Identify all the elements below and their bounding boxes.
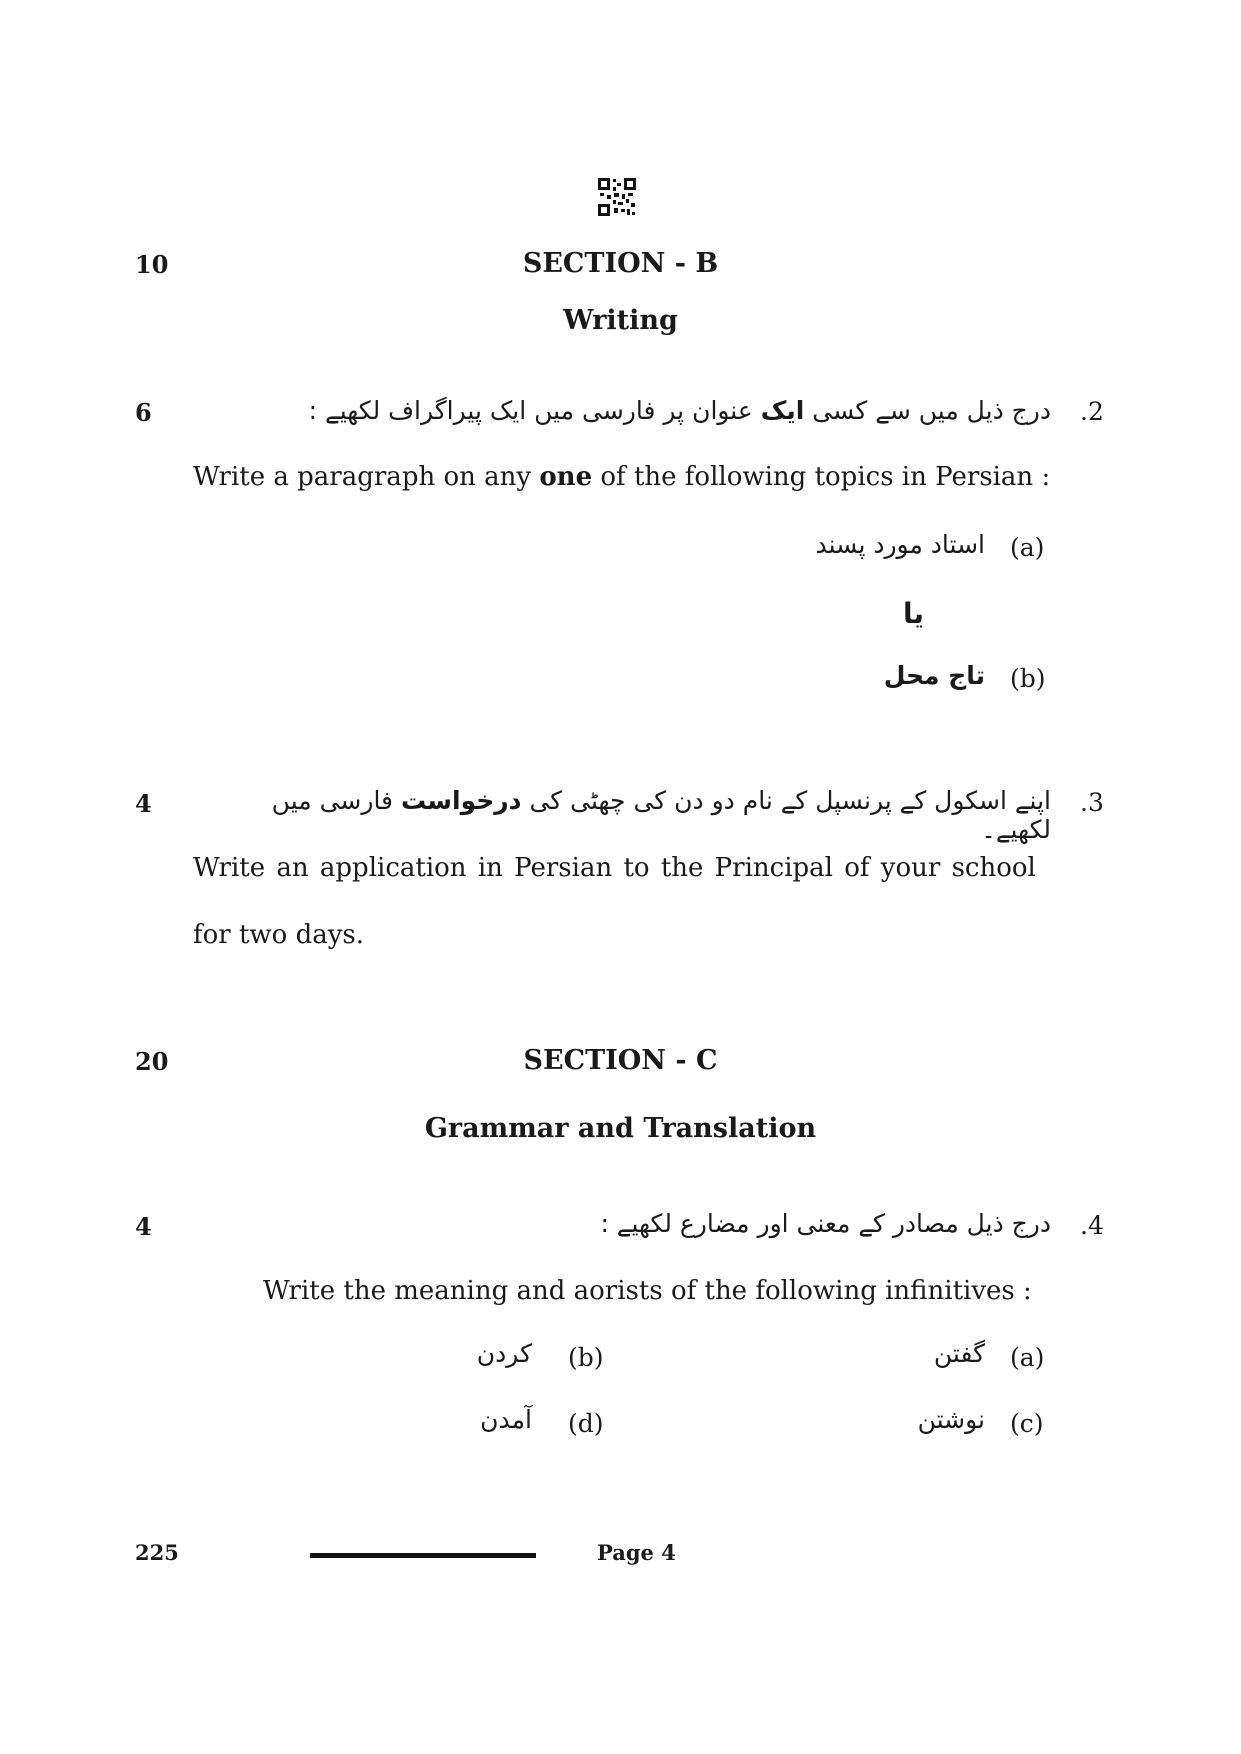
footer-code: 225 <box>135 1540 179 1565</box>
q4-option-b-label: (b) <box>568 1343 604 1372</box>
q4-number: .4 <box>1080 1211 1104 1240</box>
section-b-title: SECTION - B <box>522 248 719 279</box>
q4-option-b-text: کردن <box>476 1339 532 1368</box>
q4-option-a-text: گفتن <box>933 1339 985 1368</box>
q2-urdu-bold: ایک <box>760 396 805 425</box>
q3-urdu-bold: درخواست <box>400 786 522 815</box>
q4-urdu-instruction: درج ذیل مصادر کے معنی اور مضارع لکھیے : <box>600 1209 1051 1238</box>
q4-option-c-label: (c) <box>1010 1409 1044 1438</box>
q2-option-b-text: تاج محل <box>883 661 985 690</box>
q4-marks: 4 <box>135 1212 152 1241</box>
q2-english-bold: one <box>539 462 593 492</box>
footer-divider <box>310 1553 536 1558</box>
footer-page: Page 4 <box>597 1540 676 1565</box>
q2-english-part1: Write a paragraph on any <box>193 462 532 492</box>
q2-english-instruction <box>193 462 1050 492</box>
q3-urdu-part2: فارسی میں لکھیے۔ <box>271 786 1051 844</box>
q2-marks: 6 <box>135 398 152 427</box>
q3-urdu-instruction <box>251 786 1051 844</box>
q4-option-a-label: (a) <box>1010 1343 1045 1372</box>
q3-number: .3 <box>1080 788 1104 817</box>
section-b-subtitle: Writing <box>563 305 678 336</box>
section-c-marks: 20 <box>135 1047 169 1076</box>
q3-english-line1: Write an application in Persian to the Principal of your school <box>193 853 1036 883</box>
section-b-marks: 10 <box>135 250 169 279</box>
q3-marks: 4 <box>135 789 152 818</box>
q2-urdu-part2: عنوان پر فارسی میں ایک پیراگراف لکھیے : <box>308 396 753 425</box>
q2-number: .2 <box>1080 397 1104 426</box>
q2-option-a-label: (a) <box>1010 533 1045 562</box>
q2-english-part2: of the following topics in Persian : <box>600 462 1051 492</box>
section-c-subtitle: Grammar and Translation <box>424 1113 817 1144</box>
q4-option-d-text: آمدن <box>480 1405 532 1434</box>
q4-english-instruction: Write the meaning and aorists of the following infinitives : <box>263 1276 1032 1306</box>
q3-english-line2: for two days. <box>193 920 365 950</box>
q2-option-b-label: (b) <box>1010 664 1046 693</box>
qr-code-icon <box>598 178 636 216</box>
q3-urdu-part1: اپنے اسکول کے پرنسپل کے نام دو دن کی چھٹی کی <box>529 786 1051 815</box>
q2-or-text: یا <box>903 597 925 630</box>
q4-option-d-label: (d) <box>568 1409 604 1438</box>
q2-urdu-part1: درج ذیل میں سے کسی <box>812 396 1051 425</box>
q2-option-a-text: استاد مورد پسند <box>815 530 985 559</box>
q4-option-c-text: نوشتن <box>917 1405 985 1434</box>
section-c-title: SECTION - C <box>523 1045 718 1076</box>
q2-urdu-instruction <box>251 396 1051 425</box>
